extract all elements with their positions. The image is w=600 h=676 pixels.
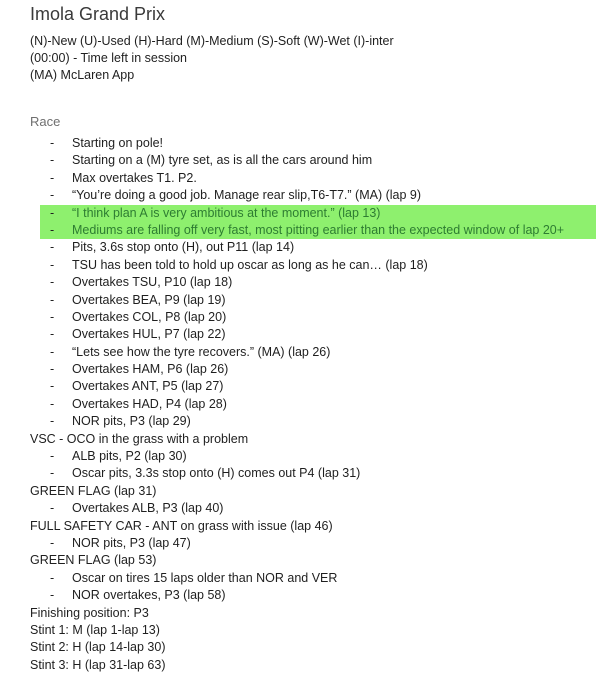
document-title: Imola Grand Prix bbox=[30, 4, 166, 24]
bullet-dash: - bbox=[50, 205, 55, 220]
bullet-dash: - bbox=[50, 449, 55, 464]
line-text: Oscar pits, 3.3s stop onto (H) comes out P4 (lap 31) bbox=[72, 466, 361, 481]
race-notes-list bbox=[30, 135, 598, 674]
bullet-dash: - bbox=[50, 222, 55, 237]
note-heading-line bbox=[30, 622, 598, 639]
line-text: Max overtakes T1. P2. bbox=[72, 170, 197, 185]
bullet-dash: - bbox=[50, 257, 55, 272]
list-item bbox=[30, 448, 598, 465]
note-heading-line bbox=[30, 431, 598, 448]
legend-line-tyres: (N)-New (U)-Used (H)-Hard (M)-Medium (S)-Soft (W)-Wet (I)-inter bbox=[30, 34, 394, 48]
note-heading-line bbox=[30, 483, 598, 500]
legend-line-time: (00:00) - Time left in session bbox=[30, 51, 188, 65]
list-item bbox=[30, 535, 598, 552]
bullet-dash: - bbox=[50, 170, 55, 185]
list-item bbox=[30, 378, 598, 395]
line-text: Overtakes HUL, P7 (lap 22) bbox=[72, 327, 226, 342]
bullet-dash: - bbox=[50, 414, 55, 429]
bullet-dash: - bbox=[50, 240, 55, 255]
line-text: Overtakes COL, P8 (lap 20) bbox=[72, 309, 227, 324]
bullet-dash: - bbox=[50, 588, 55, 603]
note-heading-line bbox=[30, 518, 598, 535]
list-item bbox=[30, 292, 598, 309]
list-item bbox=[30, 413, 598, 430]
line-text: GREEN FLAG (lap 31) bbox=[30, 483, 157, 498]
line-text: ALB pits, P2 (lap 30) bbox=[72, 449, 187, 464]
list-item bbox=[30, 274, 598, 291]
bullet-dash: - bbox=[50, 309, 55, 324]
list-item bbox=[30, 152, 598, 169]
list-item bbox=[30, 570, 598, 587]
line-text: Overtakes ALB, P3 (lap 40) bbox=[72, 501, 224, 516]
line-text: Oscar on tires 15 laps older than NOR and VER bbox=[72, 570, 338, 585]
list-item bbox=[30, 587, 598, 604]
note-heading-line bbox=[30, 639, 598, 656]
bullet-dash: - bbox=[50, 275, 55, 290]
bullet-dash: - bbox=[50, 327, 55, 342]
list-item bbox=[30, 135, 598, 152]
line-text: Stint 2: H (lap 14-lap 30) bbox=[30, 640, 166, 655]
list-item bbox=[30, 326, 598, 343]
line-text: Stint 1: M (lap 1-lap 13) bbox=[30, 622, 160, 637]
highlighted-list-item bbox=[40, 205, 596, 222]
line-text: Overtakes HAM, P6 (lap 26) bbox=[72, 362, 229, 377]
line-text: TSU has been told to hold up oscar as long as he can… (lap 18) bbox=[72, 257, 428, 272]
bullet-dash: - bbox=[50, 535, 55, 550]
line-text: “You’re doing a good job. Manage rear slip,T6-T7.” (MA) (lap 9) bbox=[72, 188, 422, 203]
bullet-dash: - bbox=[50, 379, 55, 394]
highlighted-list-item bbox=[40, 222, 596, 239]
line-text: Overtakes TSU, P10 (lap 18) bbox=[72, 275, 233, 290]
bullet-dash: - bbox=[50, 136, 55, 150]
line-text: Starting on a (M) tyre set, as is all the cars around him bbox=[72, 153, 373, 168]
line-text: Starting on pole! bbox=[72, 136, 164, 150]
list-item bbox=[30, 361, 598, 378]
line-text: GREEN FLAG (lap 53) bbox=[30, 553, 157, 568]
note-heading-line bbox=[30, 552, 598, 569]
line-text: Overtakes ANT, P5 (lap 27) bbox=[72, 379, 224, 394]
note-heading-line bbox=[30, 657, 598, 674]
line-text: VSC - OCO in the grass with a problem bbox=[30, 431, 249, 446]
bullet-dash: - bbox=[50, 501, 55, 516]
list-item bbox=[30, 344, 598, 361]
bullet-dash: - bbox=[50, 292, 55, 307]
line-text: Overtakes HAD, P4 (lap 28) bbox=[72, 396, 227, 411]
list-item bbox=[30, 500, 598, 517]
line-text: Mediums are falling off very fast, most pitting earlier than the expected window of lap 20+ bbox=[72, 222, 565, 237]
note-heading-line bbox=[30, 605, 598, 622]
bullet-dash: - bbox=[50, 570, 55, 585]
line-text: Stint 3: H (lap 31-lap 63) bbox=[30, 657, 166, 672]
list-item bbox=[30, 309, 598, 326]
bullet-dash: - bbox=[50, 362, 55, 377]
bullet-dash: - bbox=[50, 466, 55, 481]
list-item bbox=[30, 396, 598, 413]
bullet-dash: - bbox=[50, 153, 55, 168]
line-text: NOR pits, P3 (lap 29) bbox=[72, 414, 191, 429]
line-text: “Lets see how the tyre recovers.” (MA) (lap 26) bbox=[72, 344, 331, 359]
bullet-dash: - bbox=[50, 396, 55, 411]
line-text: “I think plan A is very ambitious at the moment.” (lap 13) bbox=[72, 205, 381, 220]
legend-line-app: (MA) McLaren App bbox=[30, 68, 135, 82]
line-text: Overtakes BEA, P9 (lap 19) bbox=[72, 292, 226, 307]
list-item bbox=[30, 257, 598, 274]
list-item bbox=[30, 239, 598, 256]
section-heading-race: Race bbox=[30, 114, 61, 129]
list-item bbox=[30, 170, 598, 187]
line-text: FULL SAFETY CAR - ANT on grass with issue (lap 46) bbox=[30, 518, 333, 533]
bullet-dash: - bbox=[50, 344, 55, 359]
line-text: Pits, 3.6s stop onto (H), out P11 (lap 14) bbox=[72, 240, 295, 255]
list-item bbox=[30, 465, 598, 482]
line-text: Finishing position: P3 bbox=[30, 605, 149, 620]
bullet-dash: - bbox=[50, 188, 55, 203]
list-item bbox=[30, 187, 598, 204]
line-text: NOR overtakes, P3 (lap 58) bbox=[72, 588, 226, 603]
line-text: NOR pits, P3 (lap 47) bbox=[72, 535, 191, 550]
legend-block bbox=[30, 33, 394, 84]
